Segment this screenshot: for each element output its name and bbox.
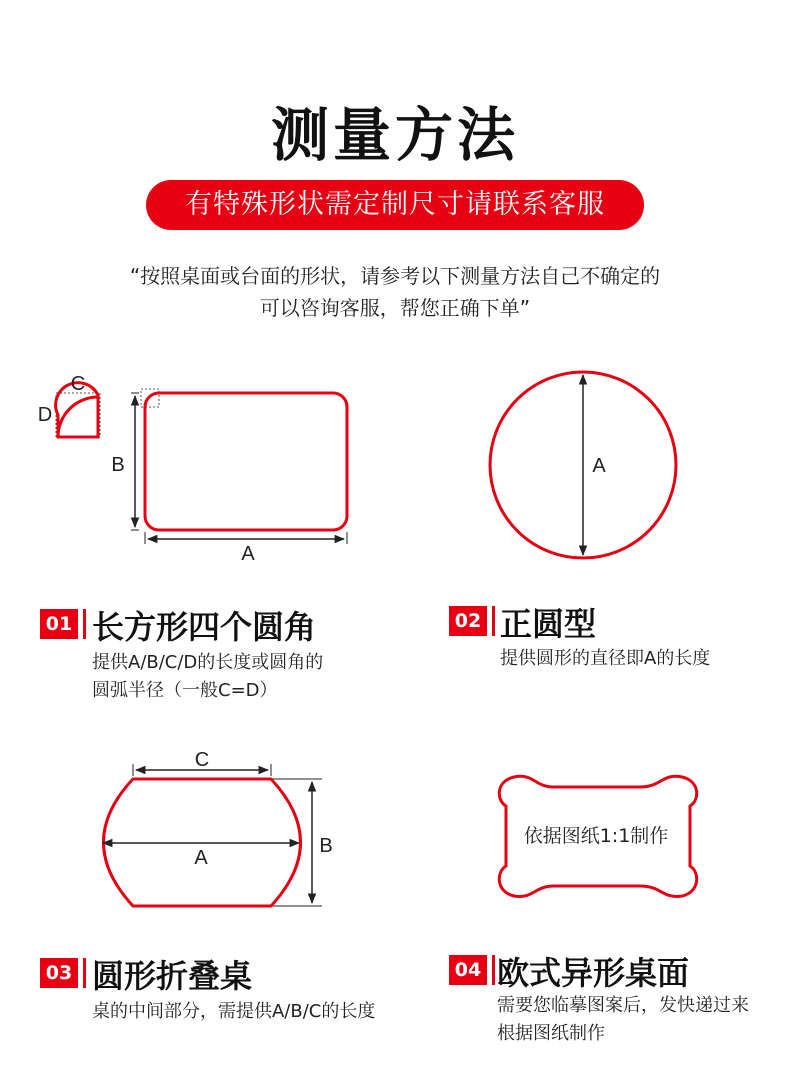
section-number-02: 02 — [449, 606, 487, 636]
section-desc-02 — [500, 645, 710, 673]
section-desc-02-line-1: 提供圆形的直径即A的长度 — [500, 648, 711, 669]
section-number-03: 03 — [40, 958, 78, 988]
shape-note-text: 依据图纸1:1制作 — [523, 825, 669, 847]
rounded-rectangle-diagram — [38, 373, 347, 565]
section-desc-04-line-1: 需要您临摹图案后，发快递过来 — [497, 995, 749, 1016]
section-desc-01-line-2: 圆弧半径（一般C=D） — [92, 680, 278, 701]
section-desc-03 — [92, 998, 375, 1026]
section-title-03: 圆形折叠桌 — [92, 957, 253, 995]
dimension-label-b: B — [111, 454, 125, 476]
section-title-04: 欧式异形桌面 — [497, 954, 690, 992]
corner-label-d: D — [37, 404, 53, 426]
intro-line-2: 可以咨询客服，帮您正确下单” — [259, 296, 531, 320]
section-desc-04-line-2: 根据图纸制作 — [497, 1023, 605, 1044]
section-number-01: 01 — [40, 609, 78, 639]
section-desc-03-line-1: 桌的中间部分，需提供A/B/C的长度 — [92, 1001, 376, 1022]
dimension-label-c: C — [194, 749, 210, 771]
dimension-label-a: A — [194, 847, 208, 869]
corner-arc — [58, 397, 98, 437]
dimension-label-b: B — [319, 835, 333, 857]
section-number-04: 04 — [449, 955, 487, 985]
section-title-02: 正圆型 — [500, 605, 597, 643]
diameter-label-a: A — [592, 455, 606, 477]
page-title: 测量方法 — [270, 101, 519, 169]
corner-label-c: C — [70, 373, 86, 395]
custom-shape-diagram — [499, 776, 696, 896]
circle-diagram — [490, 372, 676, 558]
intro-line-1: “按照桌面或台面的形状，请参考以下测量方法自己不确定的 — [129, 264, 661, 288]
section-title-01: 长方形四个圆角 — [92, 608, 317, 646]
custom-size-banner: 有特殊形状需定制尺寸请联系客服 — [146, 180, 644, 230]
rectangle-shape — [145, 393, 347, 530]
section-desc-01 — [92, 649, 323, 705]
dimension-label-a: A — [241, 543, 255, 565]
section-desc-04 — [497, 992, 749, 1048]
section-desc-01-line-1: 提供A/B/C/D的长度或圆角的 — [92, 652, 324, 673]
corner-detail-box — [56, 393, 100, 437]
folding-table-diagram — [103, 749, 333, 906]
